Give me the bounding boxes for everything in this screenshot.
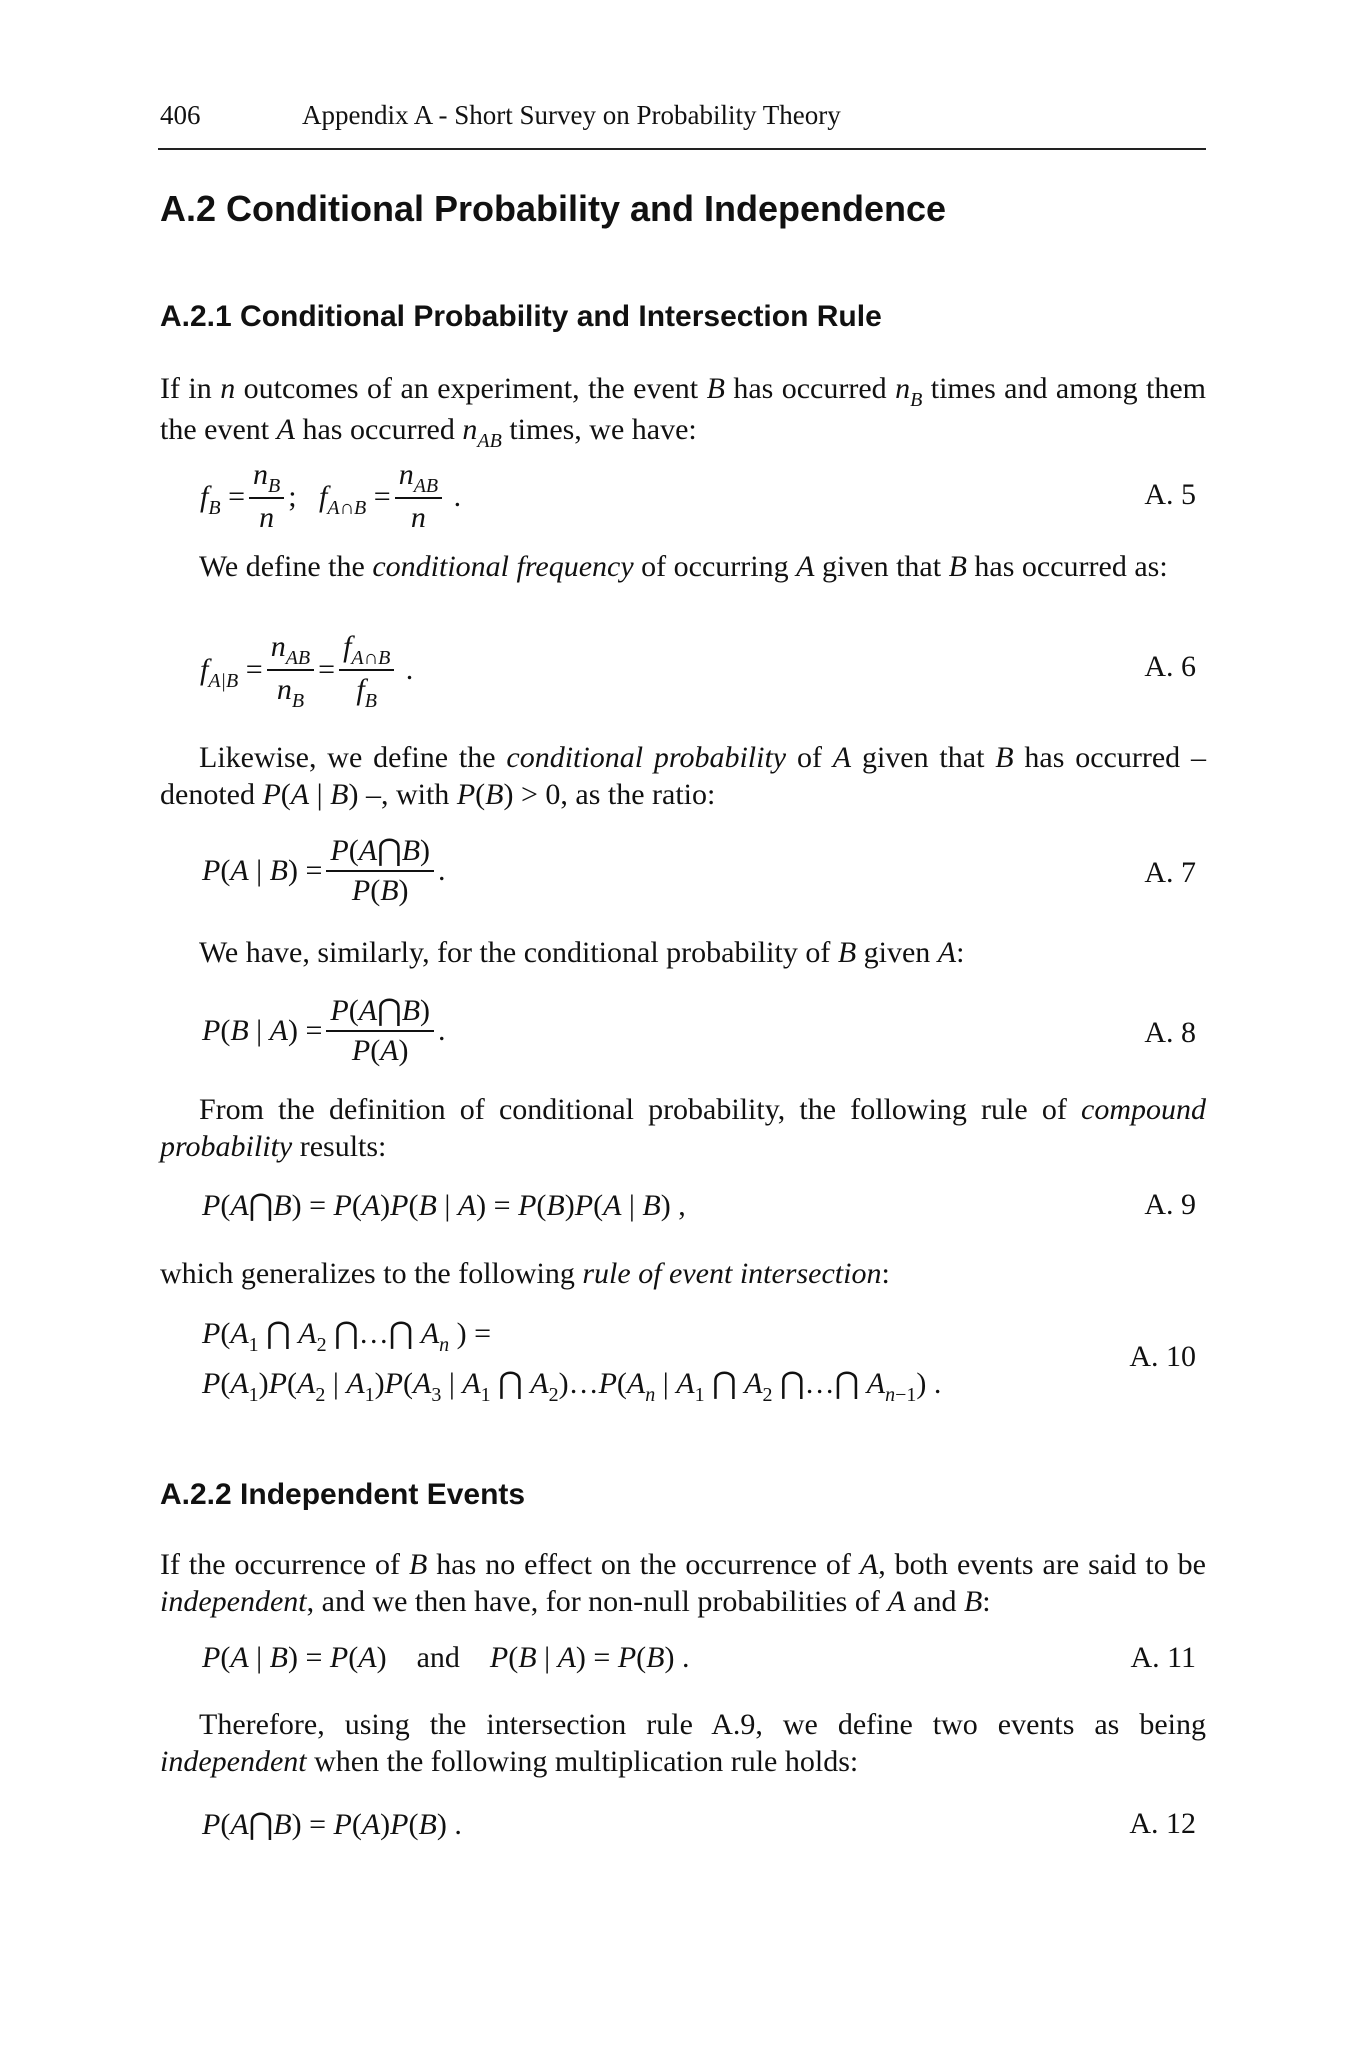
equation-a8: P(B | A) = $\frac{P(A⋂B)}{P(A)}$ . (202, 994, 446, 1067)
section-title: A.2 Conditional Probability and Independence (160, 188, 947, 229)
page-number: 406 (160, 100, 201, 130)
equation-a9: P(A⋂B) = P(A)P(B | A) = P(B)P(A | B) , (202, 1189, 686, 1222)
equation-label: A. 10 (1129, 1340, 1196, 1373)
connector-word: and (416, 1641, 460, 1674)
equation-a7: P(A | B) = $\frac{P(A⋂B)}{P(B)}$ . (202, 834, 446, 907)
paragraph: We have, similarly, for the conditional probability of B given A: (199, 936, 965, 969)
equation-label: A. 5 (1144, 478, 1196, 511)
header-divider (158, 148, 1206, 150)
equation-a5: $f_B$ = $\frac{n_B}{n}$ ; $f_{A\cap B}$ = $\frac{n_{AB}}{n}$ . (200, 458, 462, 534)
equation-label: A. 6 (1144, 650, 1196, 683)
equation-a12: P(A⋂B) = P(A)P(B) . (202, 1808, 462, 1841)
equation-label: A. 12 (1129, 1807, 1196, 1840)
paragraph: If the occurrence of B has no effect on the occurrence of A, both events are said to be independent, and we then have, for non-null probabilities of A and B: (160, 1548, 1206, 1618)
paragraph: We define the conditional frequency of occurring A given that B has occurred as: (199, 550, 1168, 583)
paragraph: which generalizes to the following rule of event intersection: (160, 1257, 890, 1290)
equation-label: A. 11 (1130, 1641, 1196, 1674)
paragraph: If in n outcomes of an experiment, the event B has occurred $n_B$ times and among them the event A has occurred $n_{AB}$ times, we have: (160, 372, 1207, 452)
subsection-title: A.2.2 Independent Events (160, 1478, 526, 1511)
equation-label: A. 8 (1144, 1016, 1196, 1049)
paragraph: Therefore, using the intersection rule A.9, we define two events as being independent when the following multiplication rule holds: (160, 1708, 1206, 1778)
equation-a10-line1: $P(A_1$ ⋂ $A_2$ ⋂…⋂ $A_n$ ) = (202, 1317, 492, 1356)
equation-a11: P(A | B) = P(A) and P(B | A) = P(B) . (202, 1641, 690, 1674)
running-title: Appendix A - Short Survey on Probability Theory (302, 100, 841, 130)
equation-a10-line2: $P(A_1)P(A_2$ | $A_1)P(A_3$ | $A_1$ ⋂ $A_2)\dots P(A_n$ | $A_1$ ⋂ $A_2$ ⋂…⋂ $A_{n-1}$) . (202, 1367, 942, 1406)
subsection-title: A.2.1 Conditional Probability and Intersection Rule (160, 300, 882, 333)
paragraph: Likewise, we define the conditional probability of A given that B has occurred – denoted P(A | B) –, with P(B) > 0, as the ratio: (160, 741, 1206, 811)
equation-label: A. 7 (1144, 856, 1196, 889)
equation-a6: $f_{A|B}$ = $\frac{n_{AB}}{n_B}$ = $\frac{f_{A\cap B}}{f_B}$ . (200, 630, 414, 712)
paragraph: From the definition of conditional probability, the following rule of compound probability results: (160, 1093, 1206, 1163)
equation-label: A. 9 (1144, 1188, 1196, 1221)
